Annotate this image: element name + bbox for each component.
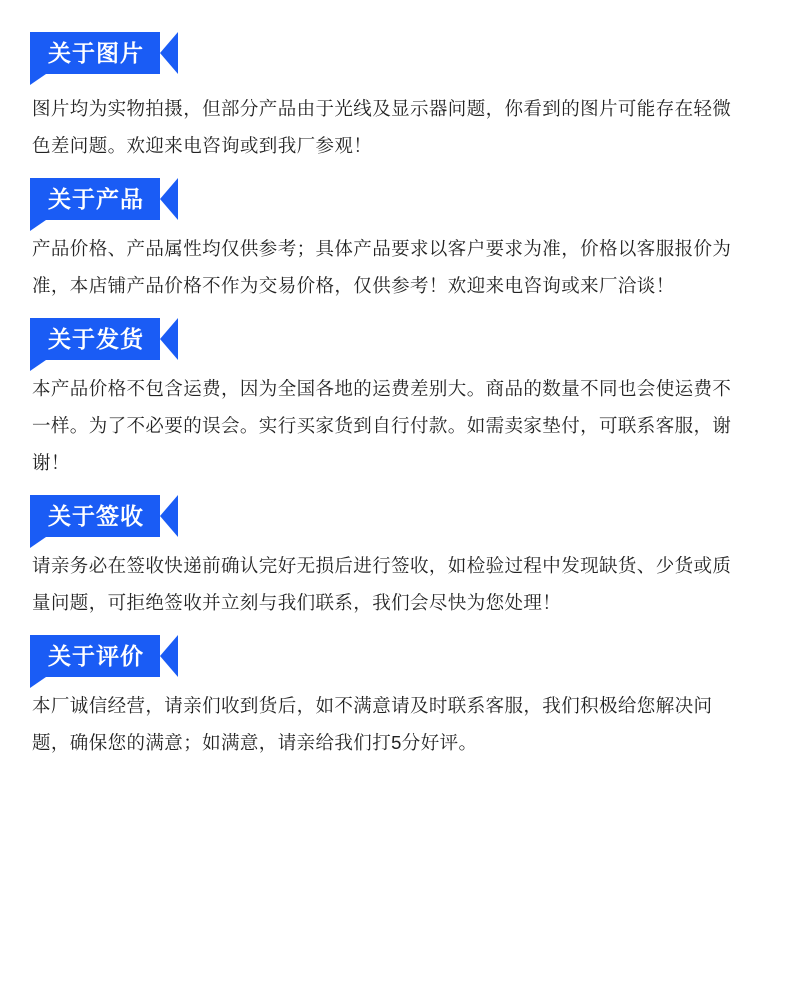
section-about-product	[30, 178, 760, 304]
ribbon-tail-shape	[30, 537, 46, 548]
section-about-review	[30, 635, 760, 761]
section-heading-banner	[30, 178, 760, 220]
ribbon-tail-shape	[30, 677, 46, 688]
section-heading-label: 关于产品	[30, 178, 178, 220]
section-heading-label: 关于评价	[30, 635, 178, 677]
section-heading-label: 关于发货	[30, 318, 178, 360]
section-heading-banner	[30, 495, 760, 537]
section-about-receiving	[30, 495, 760, 621]
section-heading-banner	[30, 32, 760, 74]
section-about-shipping	[30, 318, 760, 481]
section-about-images	[30, 32, 760, 164]
ribbon-tail-shape	[30, 220, 46, 231]
section-heading-banner	[30, 318, 760, 360]
section-body-text: 请亲务必在签收快递前确认完好无损后进行签收，如检验过程中发现缺货、少货或质量问题，可拒绝签收并立刻与我们联系，我们会尽快为您处理！	[32, 555, 732, 613]
section-heading-label: 关于图片	[30, 32, 178, 74]
section-heading-banner	[30, 635, 760, 677]
section-body-text: 本厂诚信经营，请亲们收到货后，如不满意请及时联系客服，我们积极给您解决问题，确保您的满意；如满意，请亲给我们打5分好评。	[32, 695, 713, 753]
section-heading-label: 关于签收	[30, 495, 178, 537]
section-body-text: 本产品价格不包含运费，因为全国各地的运费差别大。商品的数量不同也会使运费不一样。为了不必要的误会。实行买家货到自行付款。如需卖家垫付，可联系客服，谢谢！	[32, 378, 732, 473]
ribbon-tail-shape	[30, 74, 46, 85]
section-body-text: 产品价格、产品属性均仅供参考；具体产品要求以客户要求为准，价格以客服报价为准，本店铺产品价格不作为交易价格，仅供参考！欢迎来电咨询或来厂洽谈！	[32, 238, 732, 296]
section-body-text: 图片均为实物拍摄，但部分产品由于光线及显示器问题，你看到的图片可能存在轻微色差问题。欢迎来电咨询或到我厂参观！	[32, 98, 732, 156]
ribbon-tail-shape	[30, 360, 46, 371]
